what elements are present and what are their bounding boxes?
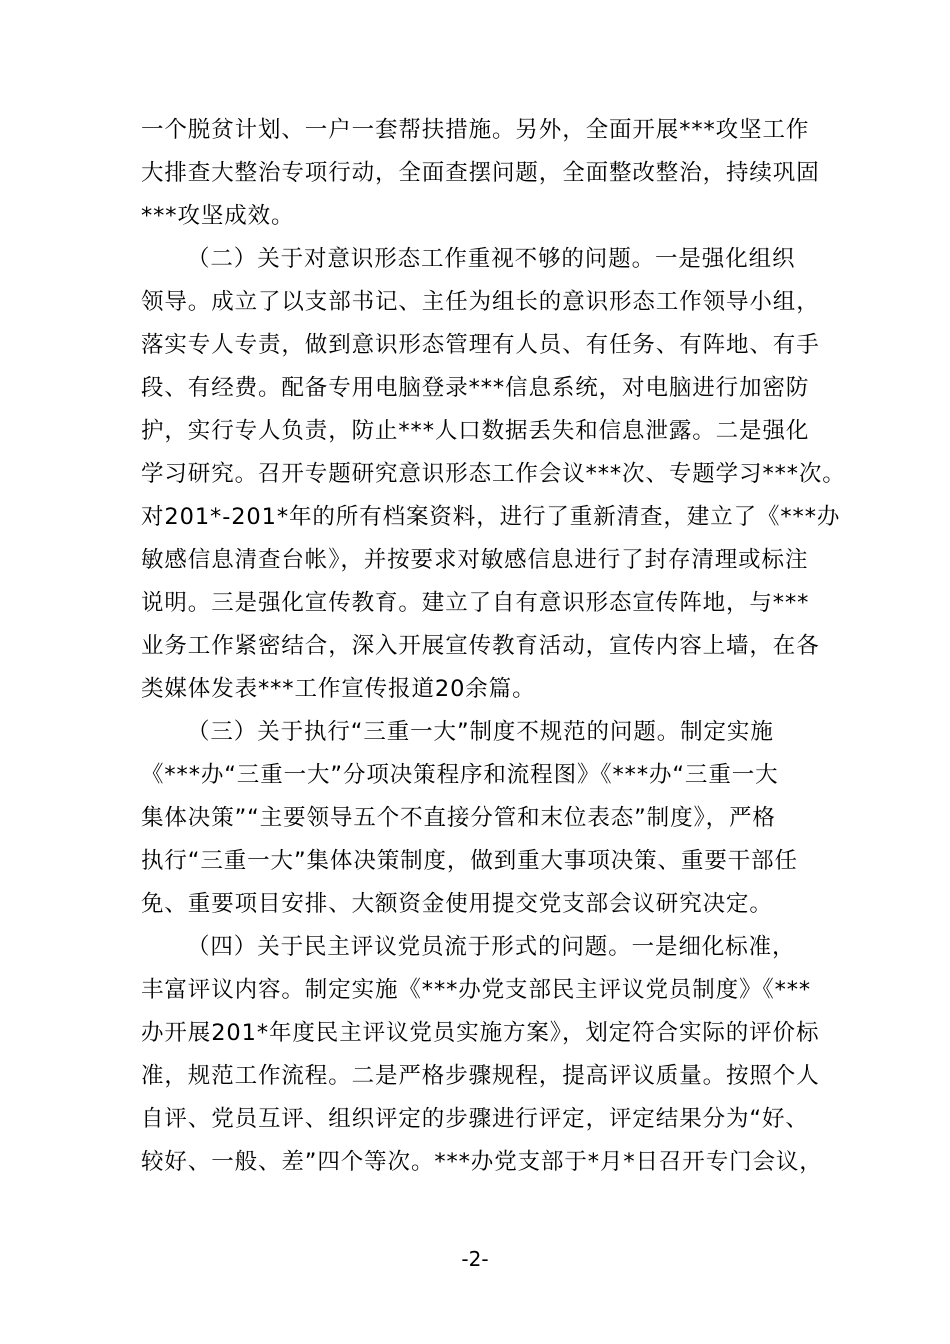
text-line: 准，规范工作流程。二是严格步骤规程，提高评议质量。按照个人	[141, 1063, 820, 1089]
text-line: 护，实行专人负责，防止***人口数据丢失和信息泄露。二是强化	[141, 418, 810, 444]
paragraph-start-line: （三）关于执行“三重一大”制度不规范的问题。制定实施	[187, 719, 774, 745]
text-line: 说明。三是强化宣传教育。建立了自有意识形态宣传阵地，与***	[141, 590, 810, 616]
text-line: 段、有经费。配备专用电脑登录***信息系统，对电脑进行加密防	[141, 375, 810, 401]
text-line: 《***办“三重一大”分项决策程序和流程图》《***办“三重一大	[141, 762, 779, 788]
text-line: 免、重要项目安排、大额资金使用提交党支部会议研究决定。	[141, 891, 773, 917]
text-line: 业务工作紧密结合，深入开展宣传教育活动，宣传内容上墙，在各	[141, 633, 820, 659]
text-line: 办开展201*年度民主评议党员实施方案》，划定符合实际的评价标	[141, 1020, 820, 1046]
page-number: -2-	[461, 1247, 489, 1271]
text-line: 对201*-201*年的所有档案资料，进行了重新清查，建立了《***办	[141, 504, 841, 530]
text-line: 一个脱贫计划、一户一套帮扶措施。另外，全面开展***攻坚工作	[141, 117, 810, 143]
text-line: 落实专人专责，做到意识形态管理有人员、有任务、有阵地、有手	[141, 332, 820, 358]
paragraph-start-line: （四）关于民主评议党员流于形式的问题。一是细化标准，	[187, 934, 796, 960]
text-line: ***攻坚成效。	[141, 203, 295, 229]
text-line: 大排查大整治专项行动，全面查摆问题，全面整改整治，持续巩固	[141, 160, 820, 186]
text-line: 领导。成立了以支部书记、主任为组长的意识形态工作领导小组，	[141, 289, 820, 315]
text-line: 集体决策”“主要领导五个不直接分管和末位表态”制度》，严格	[141, 805, 776, 831]
text-line: 丰富评议内容。制定实施《***办党支部民主评议党员制度》《***	[141, 977, 812, 1003]
text-line: 较好、一般、差”四个等次。***办党支部于*月*日召开专门会议，	[141, 1149, 823, 1175]
text-line: 执行“三重一大”集体决策制度，做到重大事项决策、重要干部任	[141, 848, 798, 874]
text-line: 敏感信息清查台帐》，并按要求对敏感信息进行了封存清理或标注	[141, 547, 809, 573]
paragraph-start-line: （二）关于对意识形态工作重视不够的问题。一是强化组织	[187, 246, 796, 272]
text-line: 类媒体发表***工作宣传报道20余篇。	[141, 676, 536, 702]
text-line: 自评、党员互评、组织评定的步骤进行评定，评定结果分为“好、	[141, 1106, 809, 1132]
text-line: 学习研究。召开专题研究意识形态工作会议***次、专题学习***次。	[141, 461, 846, 487]
